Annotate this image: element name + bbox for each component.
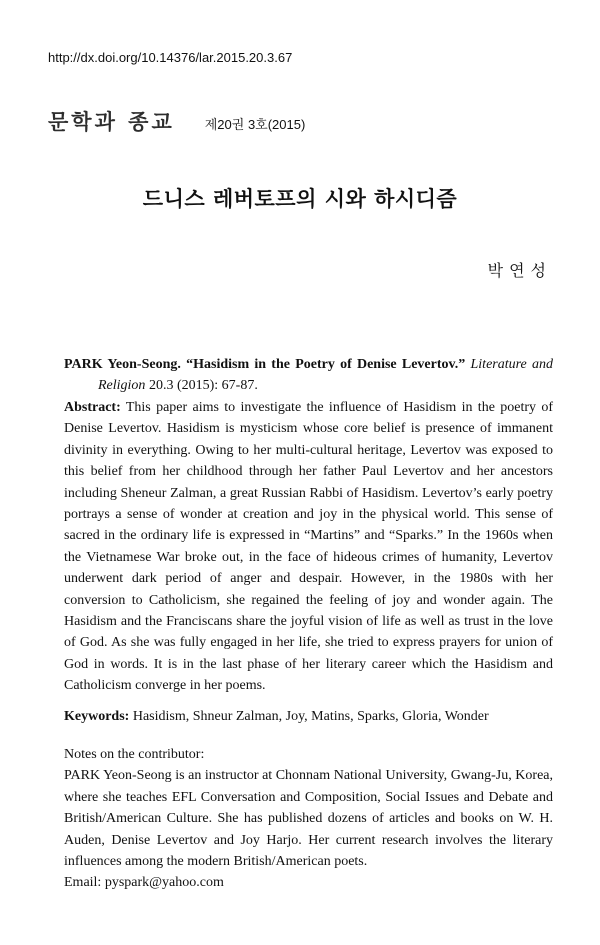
keywords-text: Hasidism, Shneur Zalman, Joy, Matins, Sparks, Gloria, Wonder [132, 709, 489, 724]
article-title: 드니스 레버토프의 시와 하시디즘 [142, 187, 458, 211]
citation-article-title: “Hasidism in the Poetry of Denise Levertov.” [186, 357, 466, 372]
citation-details: 20.3 (2015): 67-87. [148, 378, 258, 394]
citation-journal: Literature and Religion [98, 357, 554, 394]
keywords-label: Keywords: [64, 709, 130, 724]
issue-number: 제20권 3호(2015) [204, 117, 306, 132]
author-name: 박연성 [487, 261, 552, 280]
keywords [64, 706, 553, 727]
journal-header [48, 106, 305, 136]
abstract-label: Abstract: [64, 400, 121, 415]
doi-link[interactable]: http://dx.doi.org/10.14376/lar.2015.20.3.67 [48, 50, 293, 65]
journal-logo: 문학과 종교 [48, 110, 175, 134]
notes-text: PARK Yeon-Seong is an instructor at Chonnam National University, Gwang-Ju, Korea, where she teaches EFL Conversation and Composition, Social Issues and Debate and British/American Culture. She has published dozens of articles and books on W. H. Auden, Denise Levertov and Joy Harjo. Her current research involves the literary influences among the modern British/American poets. [64, 768, 553, 870]
abstract-text: This paper aims to investigate the influence of Hasidism in the poetry of Denise Levertov. Hasidism is mysticism whose core belief is presence of immanent divinity in everything. Owing to her multi-cultural heritage, Levertov was exposed to this belief from her childhood through her father Paul Levertov and her ancestors including Sheneur Zalman, a great Russian Rabbi of Hasidism. Levertov’s early poetry portrays a sense of wonder at creation and joy in the physical world. This sense of sacred in the ordinary life is expressed in “Martins” and “Sparks.” In the 1960s when the Vietnamese War broke out, in the face of hideous crimes of humanity, Levertov underwent dark period of anger and despair. However, in the 1980s with her conversion to Catholicism, she regained the feeling of joy and wonder again. The Hasidism and the Franciscans share the joyful vision of life as well as trust in the love of God. As she was fully engaged in her life, she tried to express prayers for union of God in words. It is in the last phase of her literary career which the Hasidism and Catholicism converge in her poems. [64, 400, 554, 694]
citation-authors: PARK Yeon-Seong. [64, 357, 181, 372]
contributor-notes [64, 744, 553, 894]
contributor-email[interactable]: Email: pyspark@yahoo.com [64, 875, 224, 891]
abstract [64, 397, 553, 697]
notes-heading: Notes on the contributor: [64, 747, 205, 762]
citation [64, 354, 553, 397]
